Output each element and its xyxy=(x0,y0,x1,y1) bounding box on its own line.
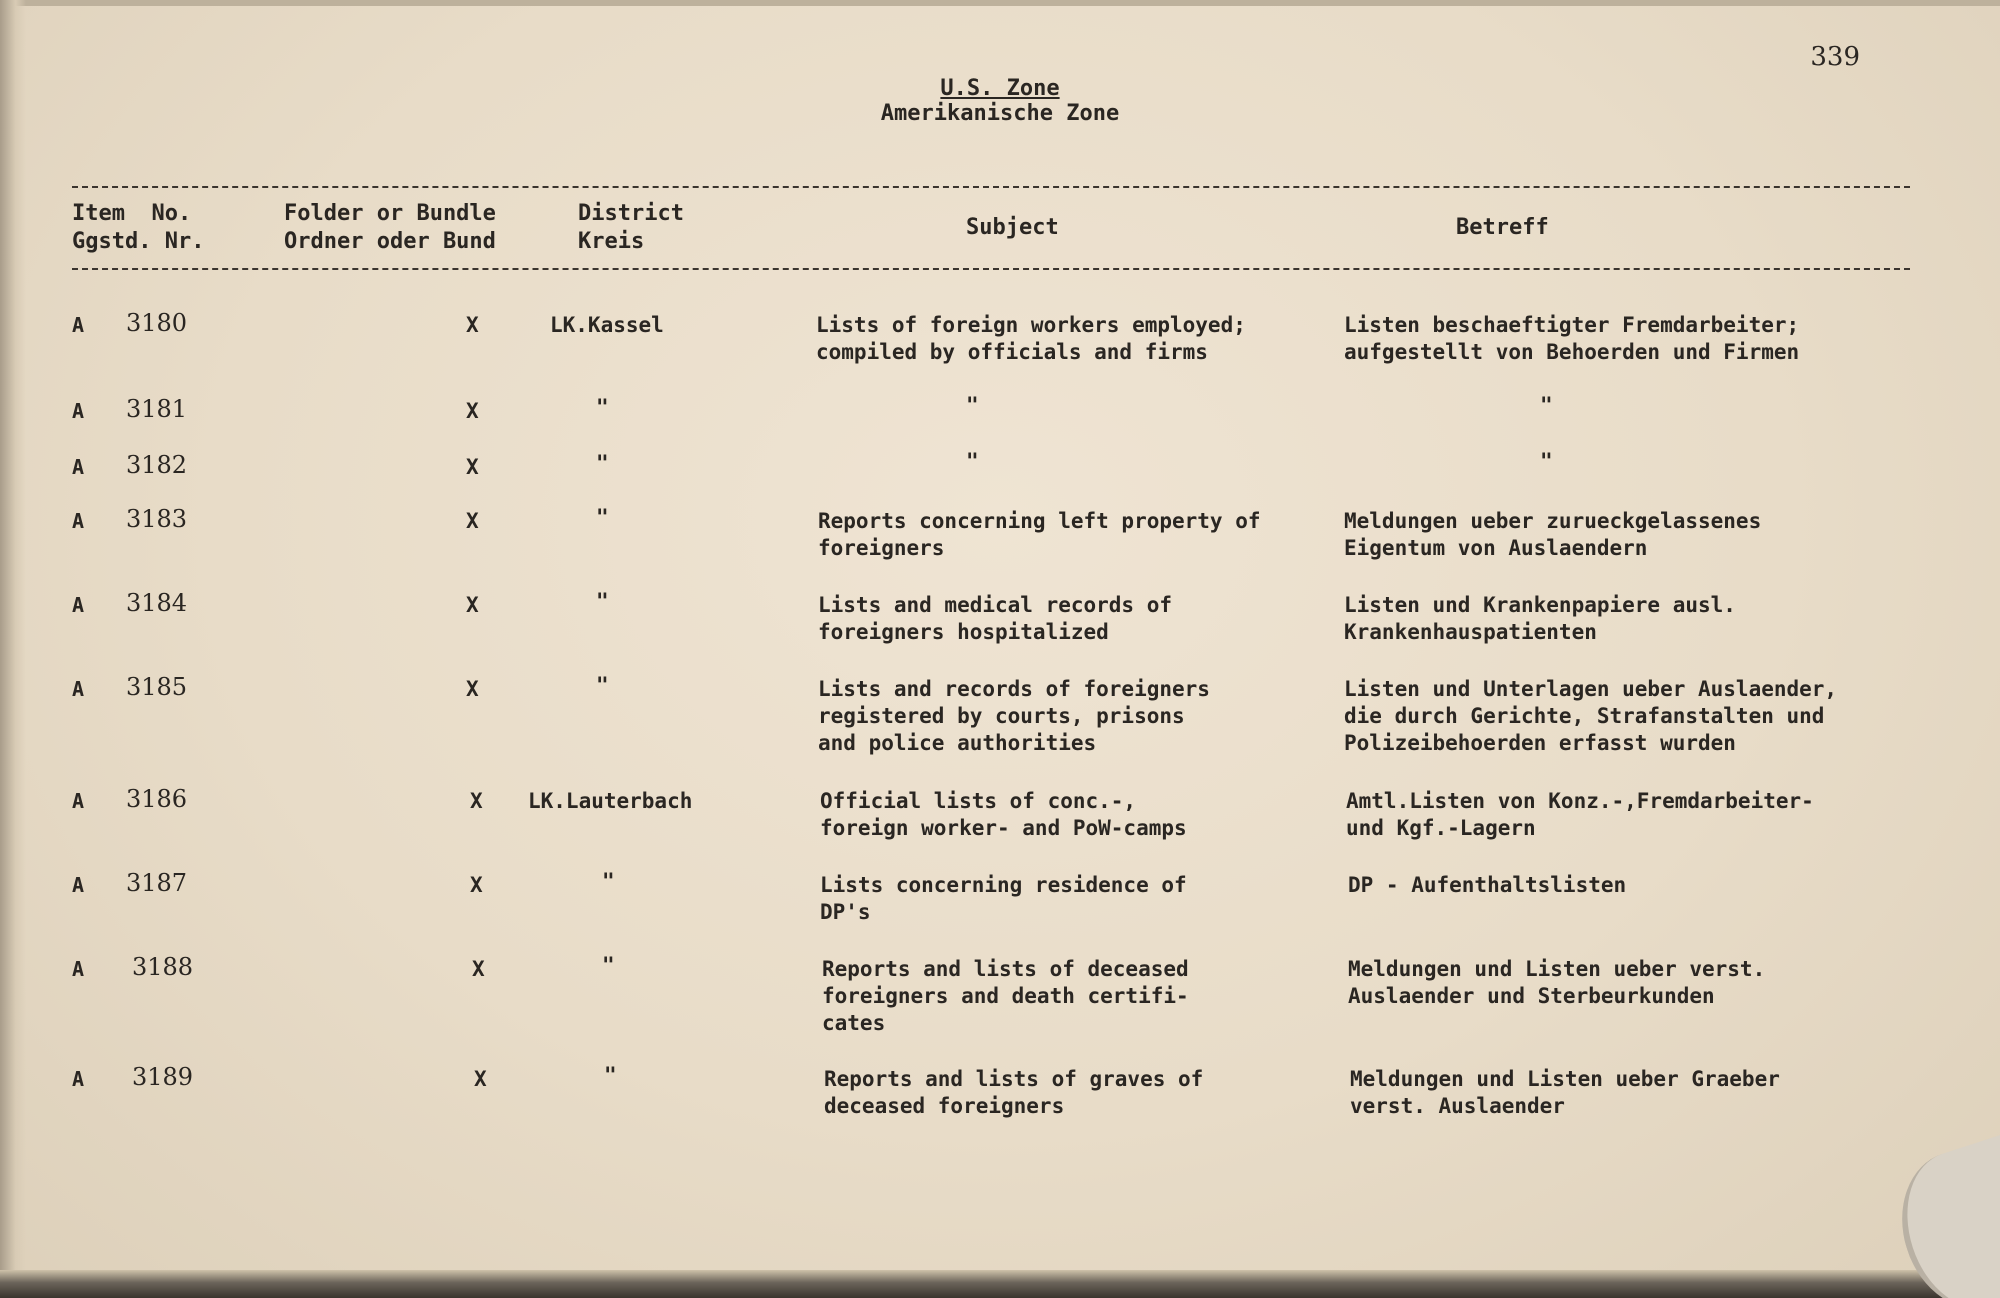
betreff: Listen und Krankenpapiere ausl. Krankenhauspatienten xyxy=(1344,593,1736,644)
item-mark: A xyxy=(72,399,85,423)
page-number: 339 xyxy=(1810,42,1860,72)
header-top-rule xyxy=(72,186,1910,188)
item-mark: A xyxy=(72,789,85,813)
item-number: 3187 xyxy=(126,869,188,897)
folder-mark: X xyxy=(466,593,479,617)
subject: " xyxy=(966,449,979,473)
district: " xyxy=(596,673,609,697)
betreff: Amtl.Listen von Konz.-,Fremdarbeiter- und Kgf.-Lagern xyxy=(1346,789,1814,840)
subject: Lists and medical records of foreigners hospitalized xyxy=(818,593,1173,644)
subject: Reports concerning left property of foreigners xyxy=(818,509,1261,560)
district: LK.Lauterbach xyxy=(528,789,693,813)
betreff: Meldungen und Listen ueber verst. Auslaender und Sterbeurkunden xyxy=(1348,957,1766,1008)
header-betreff: Betreff xyxy=(1456,215,1549,240)
folder-mark: X xyxy=(470,789,483,813)
item-mark: A xyxy=(72,509,85,533)
district: " xyxy=(604,1063,617,1087)
item-mark: A xyxy=(72,957,85,981)
binding-edge xyxy=(0,0,26,1298)
header-item-no: Item No. Ggstd. Nr. xyxy=(72,201,205,254)
item-number: 3186 xyxy=(126,785,188,813)
header-subject: Subject xyxy=(966,215,1059,240)
zone-title-de: Amerikanische Zone xyxy=(880,101,1120,126)
subject: Lists and records of foreigners registered by courts, prisons and police authorities xyxy=(818,677,1210,755)
folder-mark: X xyxy=(472,957,485,981)
subject: Lists concerning residence of DP's xyxy=(820,873,1187,924)
betreff: " xyxy=(1540,393,1553,417)
item-number: 3183 xyxy=(126,505,188,533)
district: " xyxy=(596,505,609,529)
subject: Reports and lists of deceased foreigners and death certifi- cates xyxy=(822,957,1189,1035)
district: " xyxy=(596,589,609,613)
zone-title-en: U.S. Zone xyxy=(940,76,1060,101)
item-mark: A xyxy=(72,873,85,897)
item-mark: A xyxy=(72,1067,85,1091)
subject: Reports and lists of graves of deceased foreigners xyxy=(824,1067,1204,1118)
betreff: " xyxy=(1540,449,1553,473)
betreff: Listen beschaeftigter Fremdarbeiter; aufgestellt von Behoerden und Firmen xyxy=(1344,313,1800,364)
item-number: 3182 xyxy=(126,451,188,479)
district: " xyxy=(596,451,609,475)
item-number: 3185 xyxy=(126,673,188,701)
subject: Official lists of conc.-, foreign worker- and PoW-camps xyxy=(820,789,1187,840)
folder-mark: X xyxy=(466,313,479,337)
district: " xyxy=(596,395,609,419)
item-number: 3180 xyxy=(126,309,188,337)
folder-mark: X xyxy=(466,455,479,479)
zone-title xyxy=(0,76,2000,126)
betreff: DP - Aufenthaltslisten xyxy=(1348,873,1627,897)
header-folder: Folder or Bundle Ordner oder Bund xyxy=(284,201,496,254)
subject: " xyxy=(966,393,979,417)
header-district: District Kreis xyxy=(578,201,684,254)
district: LK.Kassel xyxy=(550,313,664,337)
district: " xyxy=(602,869,615,893)
folder-mark: X xyxy=(470,873,483,897)
item-mark: A xyxy=(72,455,85,479)
item-number: 3184 xyxy=(126,589,188,617)
item-number: 3188 xyxy=(132,953,194,981)
page-top-edge xyxy=(0,0,2000,6)
page-bottom-edge xyxy=(0,1270,2000,1298)
folder-mark: X xyxy=(466,399,479,423)
folder-mark: X xyxy=(474,1067,487,1091)
item-number: 3189 xyxy=(132,1063,194,1091)
district: " xyxy=(602,953,615,977)
item-number: 3181 xyxy=(126,395,188,423)
item-mark: A xyxy=(72,313,85,337)
betreff: Meldungen und Listen ueber Graeber verst. Auslaender xyxy=(1350,1067,1780,1118)
item-mark: A xyxy=(72,593,85,617)
item-mark: A xyxy=(72,677,85,701)
subject: Lists of foreign workers employed; compiled by officials and firms xyxy=(816,313,1246,364)
folder-mark: X xyxy=(466,677,479,701)
folder-mark: X xyxy=(466,509,479,533)
betreff: Meldungen ueber zurueckgelassenes Eigentum von Auslaendern xyxy=(1344,509,1762,560)
betreff: Listen und Unterlagen ueber Auslaender, die durch Gerichte, Strafanstalten und Polizeibehoerden erfasst wurden xyxy=(1344,677,1838,755)
header-bottom-rule xyxy=(72,268,1910,270)
